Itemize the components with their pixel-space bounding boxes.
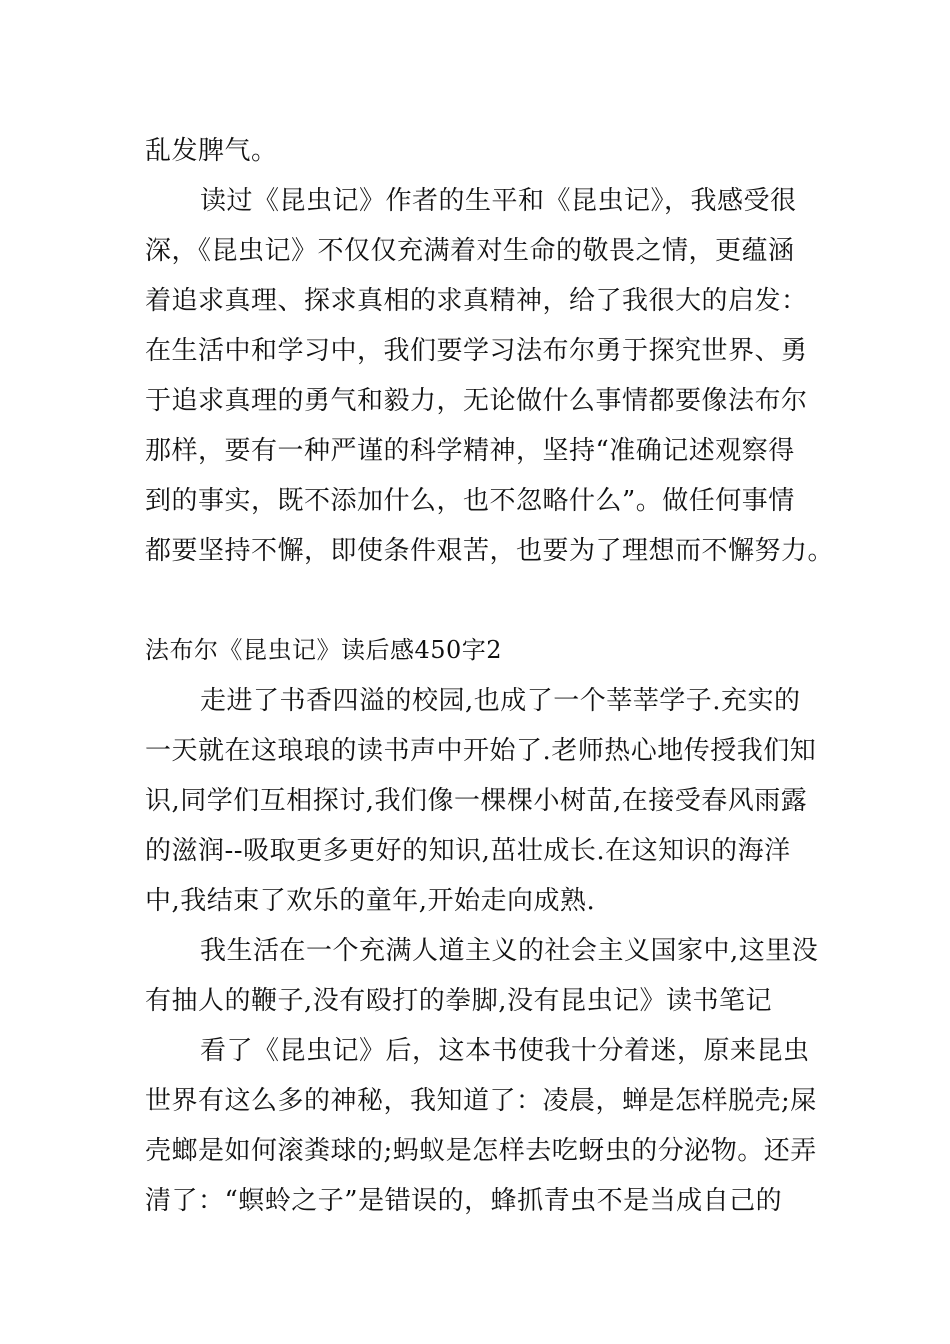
text-line: 在生活中和学习中，我们要学习法布尔勇于探究世界、勇: [145, 336, 808, 366]
paragraph-start-line: 我生活在一个充满人道主义的社会主义国家中,这里没: [200, 936, 819, 966]
paragraph-start-line: 读过《昆虫记》作者的生平和《昆虫记》，我感受很: [200, 186, 797, 216]
text-line: 世界有这么多的神秘，我知道了：凌晨，蝉是怎样脱壳;屎: [145, 1086, 817, 1116]
paragraph-start-line: 看了《昆虫记》后，这本书使我十分着迷，原来昆虫: [200, 1036, 810, 1066]
text-line: 着追求真理、探求真相的求真精神，给了我很大的启发：: [145, 286, 808, 316]
text-line: 有抽人的鞭子,没有殴打的拳脚,没有昆虫记》读书笔记: [145, 986, 773, 1016]
text-line: 壳螂是如何滚粪球的;蚂蚁是怎样去吃蚜虫的分泌物。还弄: [145, 1136, 817, 1166]
text-line: 到的事实，既不添加什么，也不忽略什么”。做任何事情: [145, 486, 795, 516]
section-heading: 法布尔《昆虫记》读后感450字2: [145, 636, 503, 664]
text-line: 的滋润--吸取更多更好的知识,茁壮成长.在这知识的海洋: [145, 836, 791, 866]
text-line: 乱发脾气。: [145, 136, 278, 166]
text-line: 那样，要有一种严谨的科学精神，坚持“准确记述观察得: [145, 436, 795, 466]
text-line: 于追求真理的勇气和毅力，无论做什么事情都要像法布尔: [145, 386, 808, 416]
text-line: 清了：“螟蛉之子”是错误的，蜂抓青虫不是当成自己的: [145, 1186, 783, 1216]
text-line: 中,我结束了欢乐的童年,开始走向成熟.: [145, 886, 596, 916]
text-line: 一天就在这琅琅的读书声中开始了.老师热心地传授我们知: [145, 736, 817, 766]
text-line: 识,同学们互相探讨,我们像一棵棵小树苗,在接受春风雨露: [145, 786, 808, 816]
paragraph-start-line: 走进了书香四溢的校园,也成了一个莘莘学子.充实的: [200, 686, 801, 716]
text-line: 都要坚持不懈，即使条件艰苦，也要为了理想而不懈努力。: [145, 536, 835, 566]
text-line: 深，《昆虫记》不仅仅充满着对生命的敬畏之情，更蕴涵: [145, 236, 795, 266]
